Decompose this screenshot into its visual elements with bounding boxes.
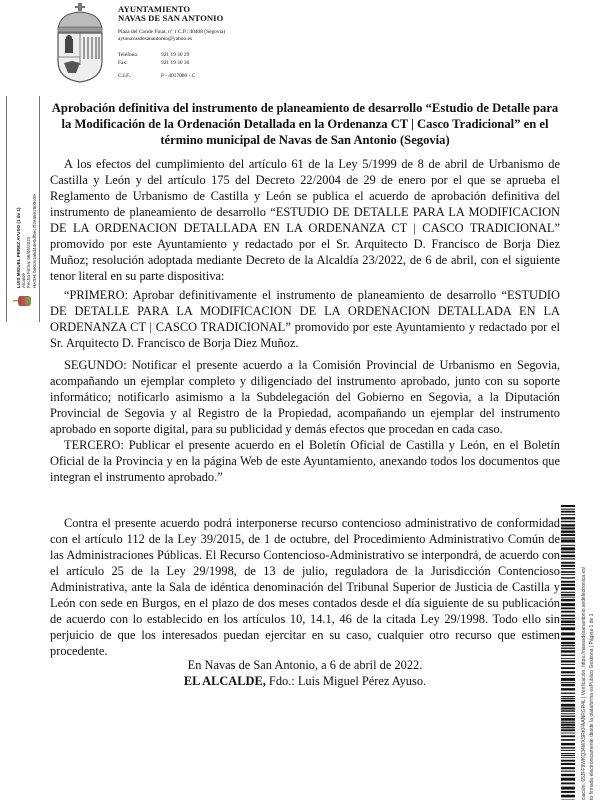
barcode — [561, 505, 575, 800]
barcode-bar — [561, 514, 575, 515]
barcode-bar — [561, 710, 575, 711]
barcode-bar — [561, 587, 575, 590]
barcode-bar — [561, 620, 575, 623]
paragraph-intro: A los efectos del cumplimiento del artículo 61 de la Ley 5/1999 de 8 de abril de Urbanismo de Castilla y León y del artículo 175 del Decreto 22/2004 de 29 de enero por el que se aprueba el Reglamento de Urbanismo de Castilla y León se publica el acuerdo de aprobación definitiva del instrumento de planeamiento de desarrollo “ESTUDIO DE DETALLE PARA LA MODIFICACION DE LA ORDENACION DETALLADA EN LA ORDENANZA CT | CASCO TRADICIONAL” promovido por este Ayuntamiento y redactado por el Sr. Arquitecto D. Francisco de Borja Diez Muñoz; resolución adoptada mediante Decreto de la Alcaldía 23/2022, de 6 de abril, con el siguiente tenor literal en su parte dispositiva: — [50, 157, 560, 283]
barcode-bar — [561, 547, 575, 550]
barcode-bar — [561, 700, 575, 702]
barcode-bar — [561, 684, 575, 687]
barcode-bar — [561, 581, 575, 583]
barcode-bar — [561, 735, 575, 737]
barcode-bar — [561, 551, 575, 553]
stamp-role: Alcalde — [21, 272, 27, 288]
barcode-bar — [561, 539, 575, 542]
barcode-bar — [561, 747, 575, 748]
barcode-bar — [561, 658, 575, 659]
cif-value: P - 4017000 - C — [161, 73, 196, 79]
barcode-bar — [561, 688, 575, 690]
barcode-bar — [561, 650, 575, 652]
barcode-bar — [561, 771, 575, 772]
barcode-bar — [561, 571, 575, 573]
stamp-hash: HASH: be0c61a8d44e0df5ec7f2ea5e2809c09 — [31, 194, 37, 288]
barcode-bar — [561, 584, 575, 586]
seal-icon — [13, 294, 33, 308]
signature-stamp — [6, 96, 40, 322]
barcode-bar — [561, 678, 575, 681]
barcode-bar — [561, 671, 575, 673]
signature-name: Fdo.: Luis Miguel Pérez Ayuso. — [265, 674, 427, 688]
barcode-bar — [561, 505, 575, 507]
barcode-bar — [561, 753, 575, 754]
barcode-bar — [561, 592, 575, 593]
signed-platform-text: to firmado electrónicamente desde la plataforma esPublico Gestiona | Página 1 de 1 — [589, 613, 595, 800]
barcode-bar — [561, 750, 575, 751]
signature-place-date: En Navas de San Antonio, a 6 de abril de 2022. — [187, 658, 423, 672]
org-address-block — [118, 29, 225, 43]
barcode-bar — [561, 558, 575, 559]
barcode-bar — [561, 713, 575, 714]
phone-row — [118, 52, 189, 58]
paragraph-tercero: TERCERO: Publicar el presente acuerdo en el Boletín Oficial de Castilla y León, en el Boletín Oficial de la Provincia y en la página Web de este Ayuntamiento, anexando todos los documentos que integran el instrumento aprobado.” — [50, 438, 560, 484]
org-line1: AYUNTAMIENTO — [118, 4, 191, 14]
barcode-bar — [561, 757, 575, 758]
barcode-bar — [561, 718, 575, 721]
org-email: aytonavasdesanantonio@yahoo.es — [118, 36, 192, 43]
verification-text: ciación: 65JFF9WKQ34WXSRKFAANRGR4L | Verificación: https://navasdesanantonio.sedelectronica.es/ — [581, 566, 587, 800]
barcode-bar — [561, 682, 575, 683]
paragraph-recurso: Contra el presente acuerdo podrá interponerse recurso contencioso administrativo de conformidad con el artículo 112 de la Ley 39/2015, de 1 de octubre, del Procedimiento Administrativo Común de las Administraciones Públicas. El Recurso Contencioso-Administrativo se interpondrá, de acuerdo con el artículo 25 de la Ley 29/1998, de 13 de julio, reguladora de la Jurisdicción Contencioso Administrativa, ante la Sala de idéntica denominación del Tribunal Superior de Justicia de Castilla y León con sede en Burgos, en el plazo de dos meses contados desde el día siguiente de su publicación de acuerdo con lo establecido en los artículos 10, 14.1, 46 de la citada Ley 29/1998. Todo ello sin perjuicio de que los interesados puedan ejercitar en su caso, cualquier otro recurso que estimen procedente. — [50, 516, 560, 658]
org-name — [118, 5, 223, 24]
barcode-bar — [561, 795, 575, 798]
barcode-bar — [561, 645, 575, 647]
barcode-bar — [561, 727, 575, 729]
barcode-bar — [561, 724, 575, 726]
stamp-signer: LUIS MIGUEL PEREZ AYUSO (1 de 1) — [16, 207, 21, 288]
barcode-bar — [561, 715, 575, 716]
barcode-bar — [561, 739, 575, 741]
barcode-bar — [561, 774, 575, 776]
barcode-bar — [561, 655, 575, 656]
barcode-bar — [561, 527, 575, 529]
stamp-date: Fecha Firma: 06/04/2022 — [26, 236, 32, 288]
barcode-bar — [561, 597, 575, 598]
barcode-bar — [561, 577, 575, 578]
barcode-bar — [561, 627, 575, 630]
barcode-bar — [561, 599, 575, 601]
barcode-bar — [561, 763, 575, 765]
paragraph-primero: “PRIMERO: Aprobar definitivamente el instrumento de planeamiento de desarrollo “ESTUDIO DE DETALLE PARA LA MODIFICACION DE LA ORDENACION DETALLADA EN LA ORDENANZA CT | CASCO TRADICIONAL” promovido por este Ayuntamiento y redactado por el Sr. Arquitecto D. Francisco de Borja Diez Muñoz. — [50, 288, 560, 350]
barcode-bar — [561, 664, 575, 665]
phone-label: Teléfono: — [118, 52, 139, 58]
barcode-bar — [561, 791, 575, 793]
barcode-bar — [561, 555, 575, 557]
fax-label: Fax: — [118, 60, 128, 66]
barcode-bar — [561, 755, 575, 756]
barcode-bar — [561, 648, 575, 649]
barcode-bar — [561, 667, 575, 669]
barcode-bar — [561, 760, 575, 762]
barcode-bar — [561, 568, 575, 569]
barcode-bar — [561, 524, 575, 526]
fax-row — [118, 60, 189, 66]
barcode-bar — [561, 704, 575, 707]
barcode-bar — [561, 521, 575, 522]
barcode-bar — [561, 574, 575, 575]
cif-label: C.I.F.: — [118, 73, 132, 79]
barcode-bar — [561, 611, 575, 613]
signature-role: EL ALCALDE, — [183, 674, 266, 688]
barcode-bar — [561, 722, 575, 723]
barcode-bar — [561, 660, 575, 662]
barcode-bar — [561, 615, 575, 617]
barcode-bar — [561, 603, 575, 606]
org-line2: NAVAS DE SAN ANTONIO — [118, 13, 224, 24]
barcode-bar — [561, 675, 575, 676]
barcode-bar — [561, 509, 575, 510]
barcode-bar — [561, 743, 575, 746]
barcode-bar — [561, 632, 575, 635]
barcode-bar — [561, 537, 575, 538]
barcode-bar — [561, 517, 575, 519]
stamp-text — [16, 138, 37, 288]
barcode-bar — [561, 787, 575, 790]
barcode-bar — [561, 642, 575, 644]
phone-value: 921 19 30 29 — [161, 52, 190, 58]
cif-row — [118, 73, 195, 79]
paragraph-segundo: SEGUNDO: Notificar el presente acuerdo a la Comisión Provincial de Urbanismo en Segovia, acompañando un ejemplar completo y diligenciado del instrumento aprobado, junto con su soporte informático; notificarlo asimismo a la Subdelegación del Gobierno en Segovia, a la Diputación Provincial de Segovia y al Registro de la Propiedad, acompañando un ejemplar del instrumento aprobado en soporte digital, para su publicidad y demás efectos que procedan en cada caso. — [50, 358, 560, 436]
barcode-bar — [561, 696, 575, 697]
barcode-bar — [561, 562, 575, 564]
org-address: Plaza del Conde Finat, nº 1 C.P.: 40408 (Segovia) — [118, 29, 226, 35]
barcode-bar — [561, 534, 575, 536]
barcode-bar — [561, 698, 575, 699]
barcode-bar — [561, 782, 575, 784]
barcode-bar — [561, 565, 575, 567]
barcode-bar — [561, 767, 575, 769]
barcode-bar — [561, 708, 575, 710]
barcode-bar — [561, 729, 575, 731]
barcode-bar — [561, 624, 575, 625]
barcode-bar — [561, 693, 575, 694]
barcode-bar — [561, 638, 575, 641]
document-title: Aprobación definitiva del instrumento de planeamiento de desarrollo “Estudio de Detalle para la Modificación de la Ordenación Detallada en la Ordenanza CT | Casco Tradicional” en el término municipal de Navas de San Antonio (Segovia) — [51, 101, 559, 147]
barcode-bar — [561, 607, 575, 609]
barcode-bar — [561, 733, 575, 734]
barcode-bar — [561, 545, 575, 546]
barcode-bar — [561, 778, 575, 781]
fax-value: 921 19 30 30 — [161, 60, 190, 66]
barcode-bar — [561, 594, 575, 596]
signature-line — [50, 673, 560, 689]
barcode-bar — [561, 511, 575, 513]
barcode-bar — [561, 618, 575, 619]
barcode-bar — [561, 530, 575, 532]
coat-of-arms-logo — [50, 3, 110, 83]
